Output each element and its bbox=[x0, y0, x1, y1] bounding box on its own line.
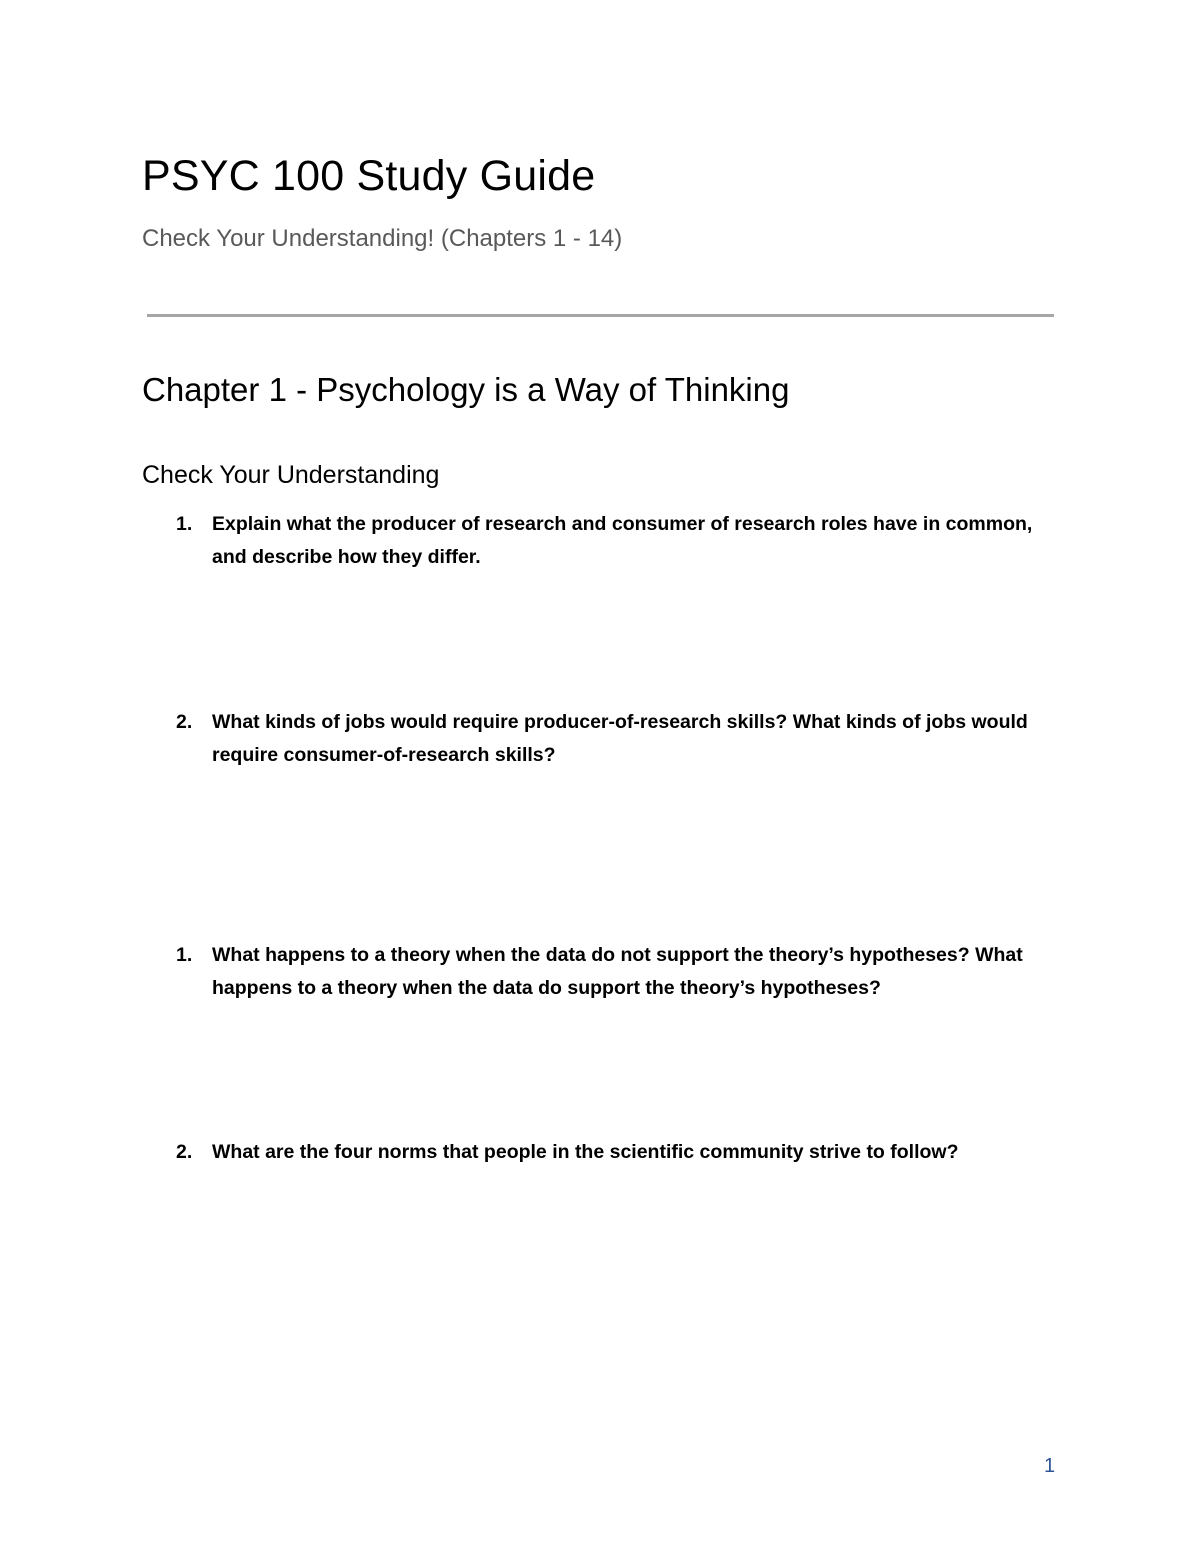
section-heading: Check Your Understanding bbox=[142, 461, 440, 489]
question-text: What are the four norms that people in the scientific community strive to follow? bbox=[212, 1141, 959, 1163]
question-item bbox=[176, 939, 1076, 1005]
page-number: 1 bbox=[1044, 1455, 1056, 1477]
title-divider bbox=[147, 314, 1054, 317]
question-item bbox=[176, 508, 1076, 574]
chapter-heading: Chapter 1 - Psychology is a Way of Thinking bbox=[142, 371, 790, 408]
question-text: Explain what the producer of research and consumer of research roles have in common, and describe how they differ. bbox=[212, 513, 1033, 568]
question-item bbox=[176, 1136, 1076, 1169]
document-title: PSYC 100 Study Guide bbox=[142, 152, 596, 200]
document-subtitle: Check Your Understanding! (Chapters 1 - 14) bbox=[142, 225, 623, 252]
question-number: 2. bbox=[176, 711, 193, 733]
question-number: 1. bbox=[176, 944, 193, 966]
question-text: What kinds of jobs would require producer-of-research skills? What kinds of jobs would require consumer-of-research skills? bbox=[212, 711, 1028, 766]
question-item bbox=[176, 706, 1076, 772]
question-number: 1. bbox=[176, 513, 193, 535]
question-text: What happens to a theory when the data do not support the theory’s hypotheses? What happens to a theory when the data do support the theory’s hypotheses? bbox=[212, 944, 1023, 999]
question-number: 2. bbox=[176, 1141, 193, 1163]
